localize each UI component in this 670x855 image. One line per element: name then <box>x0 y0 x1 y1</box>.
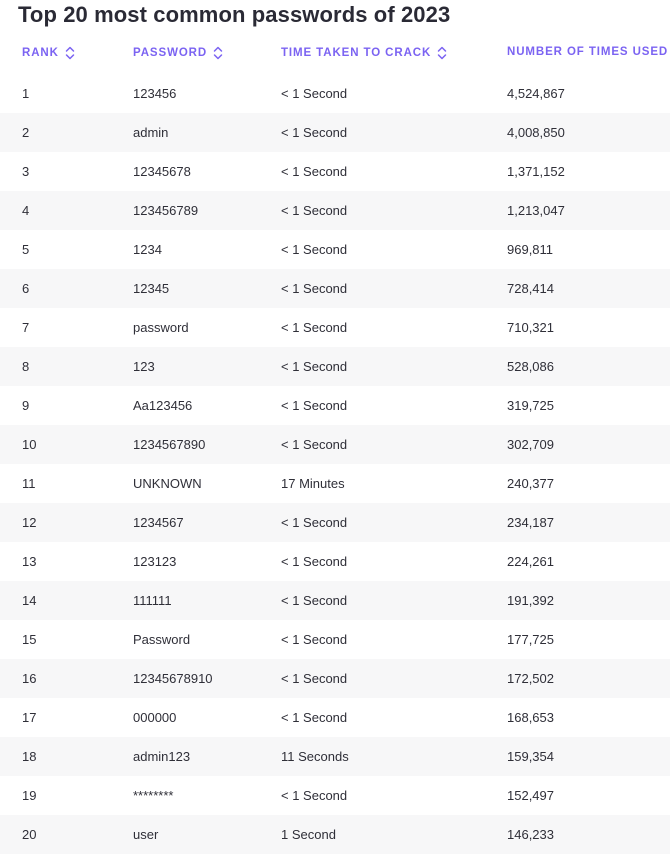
times-used-cell: 177,725 <box>507 632 554 647</box>
table-row <box>0 698 670 737</box>
time-to-crack-cell: 17 Minutes <box>281 476 345 491</box>
times-used-cell: 302,709 <box>507 437 554 452</box>
password-cell: ******** <box>133 788 174 803</box>
rank-cell: 17 <box>22 710 37 725</box>
column-header-password[interactable] <box>133 46 223 60</box>
table-row <box>0 542 670 581</box>
rank-cell: 6 <box>22 281 30 296</box>
rank-cell: 8 <box>22 359 30 374</box>
rank-cell: 11 <box>22 476 36 491</box>
table-row <box>0 464 670 503</box>
table-row <box>0 152 670 191</box>
time-to-crack-cell: < 1 Second <box>281 671 348 686</box>
password-cell: 123 <box>133 359 155 374</box>
rank-cell: 9 <box>22 398 30 413</box>
table-row <box>0 503 670 542</box>
password-cell: Password <box>133 632 191 647</box>
password-cell: 1234 <box>133 242 162 257</box>
time-to-crack-cell: < 1 Second <box>281 398 348 413</box>
column-header-rank[interactable] <box>22 46 75 60</box>
time-to-crack-cell: < 1 Second <box>281 242 348 257</box>
time-to-crack-cell: < 1 Second <box>281 125 348 140</box>
times-used-cell: 728,414 <box>507 281 554 296</box>
password-cell: 12345678 <box>133 164 191 179</box>
sort-icon[interactable] <box>213 46 223 60</box>
password-cell: password <box>133 320 189 335</box>
rank-cell: 1 <box>22 86 30 101</box>
time-to-crack-cell: < 1 Second <box>281 593 348 608</box>
time-to-crack-cell: < 1 Second <box>281 203 348 218</box>
times-used-cell: 168,653 <box>507 710 554 725</box>
password-cell: admin123 <box>133 749 191 764</box>
times-used-cell: 710,321 <box>507 320 554 335</box>
rank-cell: 7 <box>22 320 30 335</box>
table-row <box>0 113 670 152</box>
time-to-crack-cell: < 1 Second <box>281 632 348 647</box>
rank-cell: 2 <box>22 125 30 140</box>
password-cell: Aa123456 <box>133 398 193 413</box>
table-row <box>0 191 670 230</box>
times-used-cell: 319,725 <box>507 398 554 413</box>
rank-cell: 15 <box>22 632 37 647</box>
table-row <box>0 425 670 464</box>
table-row <box>0 581 670 620</box>
table-row <box>0 776 670 815</box>
password-cell: 123456789 <box>133 203 199 218</box>
password-cell: 123456 <box>133 86 177 101</box>
time-to-crack-cell: < 1 Second <box>281 320 348 335</box>
rank-cell: 4 <box>22 203 30 218</box>
times-used-cell: 146,233 <box>507 827 554 842</box>
table-row <box>0 659 670 698</box>
time-to-crack-cell: 11 Seconds <box>281 749 349 764</box>
table-row <box>0 308 670 347</box>
sort-icon[interactable] <box>437 46 447 60</box>
time-to-crack-cell: < 1 Second <box>281 437 348 452</box>
password-cell: 111111 <box>133 593 172 608</box>
password-cell: 1234567890 <box>133 437 206 452</box>
password-cell: 1234567 <box>133 515 184 530</box>
column-header-time-to-crack[interactable] <box>281 46 447 60</box>
time-to-crack-cell: < 1 Second <box>281 788 348 803</box>
rank-cell: 10 <box>22 437 37 452</box>
table-row <box>0 74 670 113</box>
time-to-crack-cell: < 1 Second <box>281 554 348 569</box>
table-row <box>0 347 670 386</box>
table-row <box>0 386 670 425</box>
times-used-cell: 152,497 <box>507 788 554 803</box>
rank-cell: 13 <box>22 554 37 569</box>
times-used-cell: 234,187 <box>507 515 554 530</box>
time-to-crack-cell: < 1 Second <box>281 710 348 725</box>
time-to-crack-cell: < 1 Second <box>281 359 348 374</box>
password-cell: user <box>133 827 159 842</box>
rank-cell: 5 <box>22 242 30 257</box>
table-row <box>0 737 670 776</box>
time-to-crack-cell: < 1 Second <box>281 86 348 101</box>
rank-cell: 12 <box>22 515 37 530</box>
times-used-cell: 159,354 <box>507 749 554 764</box>
table-row <box>0 620 670 659</box>
table-row <box>0 230 670 269</box>
times-used-cell: 1,371,152 <box>507 164 565 179</box>
rank-cell: 3 <box>22 164 30 179</box>
table-body <box>0 74 670 854</box>
times-used-cell: 172,502 <box>507 671 554 686</box>
time-to-crack-cell: < 1 Second <box>281 281 348 296</box>
rank-cell: 14 <box>22 593 37 608</box>
column-header-label: NUMBER OF TIMES USED <box>507 46 669 58</box>
column-header-label: TIME TAKEN TO CRACK <box>281 47 432 59</box>
times-used-cell: 191,392 <box>507 593 554 608</box>
password-cell: 000000 <box>133 710 177 725</box>
table-row <box>0 815 670 854</box>
password-cell: 12345678910 <box>133 671 213 686</box>
times-used-cell: 224,261 <box>507 554 554 569</box>
password-cell: 123123 <box>133 554 177 569</box>
password-cell: 12345 <box>133 281 170 296</box>
column-header-label: PASSWORD <box>133 47 208 59</box>
times-used-cell: 4,008,850 <box>507 125 565 140</box>
table-header <box>0 33 670 74</box>
column-header-times-used[interactable] <box>507 46 668 58</box>
password-cell: admin <box>133 125 169 140</box>
rank-cell: 16 <box>22 671 37 686</box>
rank-cell: 18 <box>22 749 37 764</box>
rank-cell: 19 <box>22 788 37 803</box>
time-to-crack-cell: < 1 Second <box>281 515 348 530</box>
times-used-cell: 528,086 <box>507 359 554 374</box>
column-header-label: RANK <box>22 47 59 59</box>
times-used-cell: 969,811 <box>507 242 554 257</box>
time-to-crack-cell: 1 Second <box>281 827 336 842</box>
rank-cell: 20 <box>22 827 37 842</box>
times-used-cell: 4,524,867 <box>507 86 565 101</box>
passwords-table <box>0 33 670 854</box>
time-to-crack-cell: < 1 Second <box>281 164 348 179</box>
table-row <box>0 269 670 308</box>
times-used-cell: 1,213,047 <box>507 203 565 218</box>
password-cell: UNKNOWN <box>133 476 202 491</box>
sort-icon[interactable] <box>65 46 75 60</box>
page-title: Top 20 most common passwords of 2023 <box>18 2 451 27</box>
times-used-cell: 240,377 <box>507 476 554 491</box>
